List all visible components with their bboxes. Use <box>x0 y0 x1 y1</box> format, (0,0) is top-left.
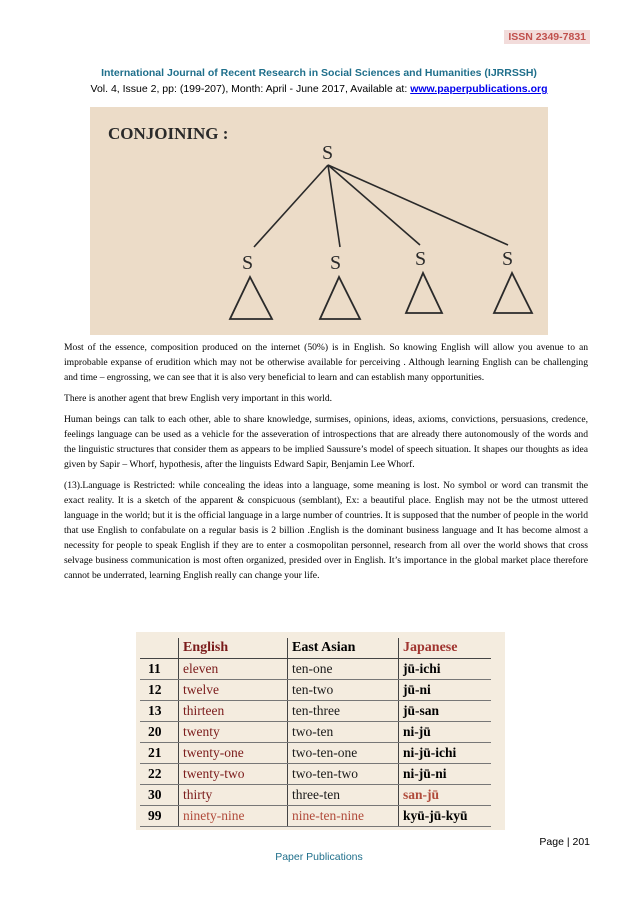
table-row <box>140 764 491 785</box>
table-row <box>140 743 491 764</box>
east-asian-cell: nine-ten-nine <box>288 806 399 827</box>
english-cell: thirteen <box>179 701 288 722</box>
tree-leaf-label-1: S <box>242 252 254 274</box>
english-cell: thirty <box>179 785 288 806</box>
row-number: 99 <box>140 806 179 827</box>
figure-heading: CONJOINING : <box>108 124 229 143</box>
row-number: 13 <box>140 701 179 722</box>
paragraph-2: There is another agent that brew English very important in this world. <box>64 393 333 404</box>
english-cell: ninety-nine <box>179 806 288 827</box>
table-header-japanese: Japanese <box>399 638 492 659</box>
table-header-east-asian: East Asian <box>288 638 399 659</box>
east-asian-cell: three-ten <box>288 785 399 806</box>
number-names-table <box>140 638 491 827</box>
table-row <box>140 701 491 722</box>
east-asian-cell: two-ten-two <box>288 764 399 785</box>
paragraph-3: Human beings can talk to each other, able to share knowledge, surmises, opinions, ideas, axioms, convictions, persuasions, credence, feelings language can be used as a vehicle for the asseveration of introspections that are already there autonomously of the words and the linguistic structures that consider them as appears to be implied Saussure’s model of speech situation. It shapes our thoughts as idea given by Sapir – Whorf, hypothesis, after the linguists Edward Sapir, Benjamin Lee Whorf. <box>64 414 588 470</box>
japanese-cell: ni-jū <box>399 722 492 743</box>
row-number: 22 <box>140 764 179 785</box>
japanese-cell: jū-san <box>399 701 492 722</box>
conjoining-tree-figure <box>90 107 548 335</box>
table-row <box>140 659 491 680</box>
row-number: 11 <box>140 659 179 680</box>
japanese-cell: jū-ni <box>399 680 492 701</box>
english-cell: twelve <box>179 680 288 701</box>
east-asian-cell: ten-one <box>288 659 399 680</box>
tree-leaf-label-2: S <box>330 252 342 274</box>
row-number: 21 <box>140 743 179 764</box>
table-header-row <box>140 638 491 659</box>
table-row <box>140 785 491 806</box>
tree-diagram <box>90 107 548 335</box>
table-header-english: English <box>179 638 288 659</box>
english-cell: twenty-one <box>179 743 288 764</box>
row-number: 12 <box>140 680 179 701</box>
japanese-cell: ni-jū-ichi <box>399 743 492 764</box>
east-asian-cell: ten-three <box>288 701 399 722</box>
issue-info <box>0 83 638 95</box>
table-row <box>140 806 491 827</box>
paragraph-1: Most of the essence, composition produced on the internet (50%) is in English. So knowing English will allow you avenue to an improbable expanse of erudition which may not be otherwise available for perceiving . Although learning English can be challenging and time – engrossing, we can see that it is also very beneficial to learn and can establish many opportunities. <box>64 342 588 383</box>
row-number: 30 <box>140 785 179 806</box>
table-row <box>140 722 491 743</box>
east-asian-cell: two-ten-one <box>288 743 399 764</box>
japanese-cell: san-jū <box>399 785 492 806</box>
english-cell: twenty-two <box>179 764 288 785</box>
issue-info-text: Vol. 4, Issue 2, pp: (199-207), Month: April - June 2017, Available at: <box>90 83 411 95</box>
japanese-cell: kyū-jū-kyū <box>399 806 492 827</box>
table-row <box>140 680 491 701</box>
east-asian-cell: two-ten <box>288 722 399 743</box>
number-names-table-figure <box>136 632 505 830</box>
issn-badge: ISSN 2349-7831 <box>504 30 590 44</box>
page-number: Page | 201 <box>539 836 590 848</box>
article-body <box>64 340 588 589</box>
paragraph-4: (13).Language is Restricted: while concealing the ideas into a language, some meaning is lost. No symbol or word can transmit the exact reality. It is a sketch of the apparent & conspicuous (semblant), Ex: a beautiful place. English may not be the utmost uttered language in the world; but it is the official language in a large number of countries. It is supposed that the number of people in the world that use English to confabulate on a regular basis is 2 billion .English is the dominant business language and It has become almost a necessity for people to speak English if they are to enter a cosmopolitan personnel, research from all over the world shows that cross selvage business communication is most often organized, presided over in English. It’s importance in the global market place therefore cannot be underrated, learning English really can change your life. <box>64 480 588 581</box>
table-header-num <box>140 638 179 659</box>
english-cell: twenty <box>179 722 288 743</box>
tree-leaf-label-4: S <box>502 248 514 270</box>
east-asian-cell: ten-two <box>288 680 399 701</box>
journal-url-link[interactable]: www.paperpublications.org <box>410 83 548 95</box>
publisher-footer: Paper Publications <box>275 851 363 863</box>
tree-root-label: S <box>322 142 334 164</box>
journal-title: International Journal of Recent Research in Social Sciences and Humanities (IJRRSSH) <box>101 67 537 79</box>
japanese-cell: jū-ichi <box>399 659 492 680</box>
japanese-cell: ni-jū-ni <box>399 764 492 785</box>
english-cell: eleven <box>179 659 288 680</box>
tree-leaf-label-3: S <box>415 248 427 270</box>
row-number: 20 <box>140 722 179 743</box>
